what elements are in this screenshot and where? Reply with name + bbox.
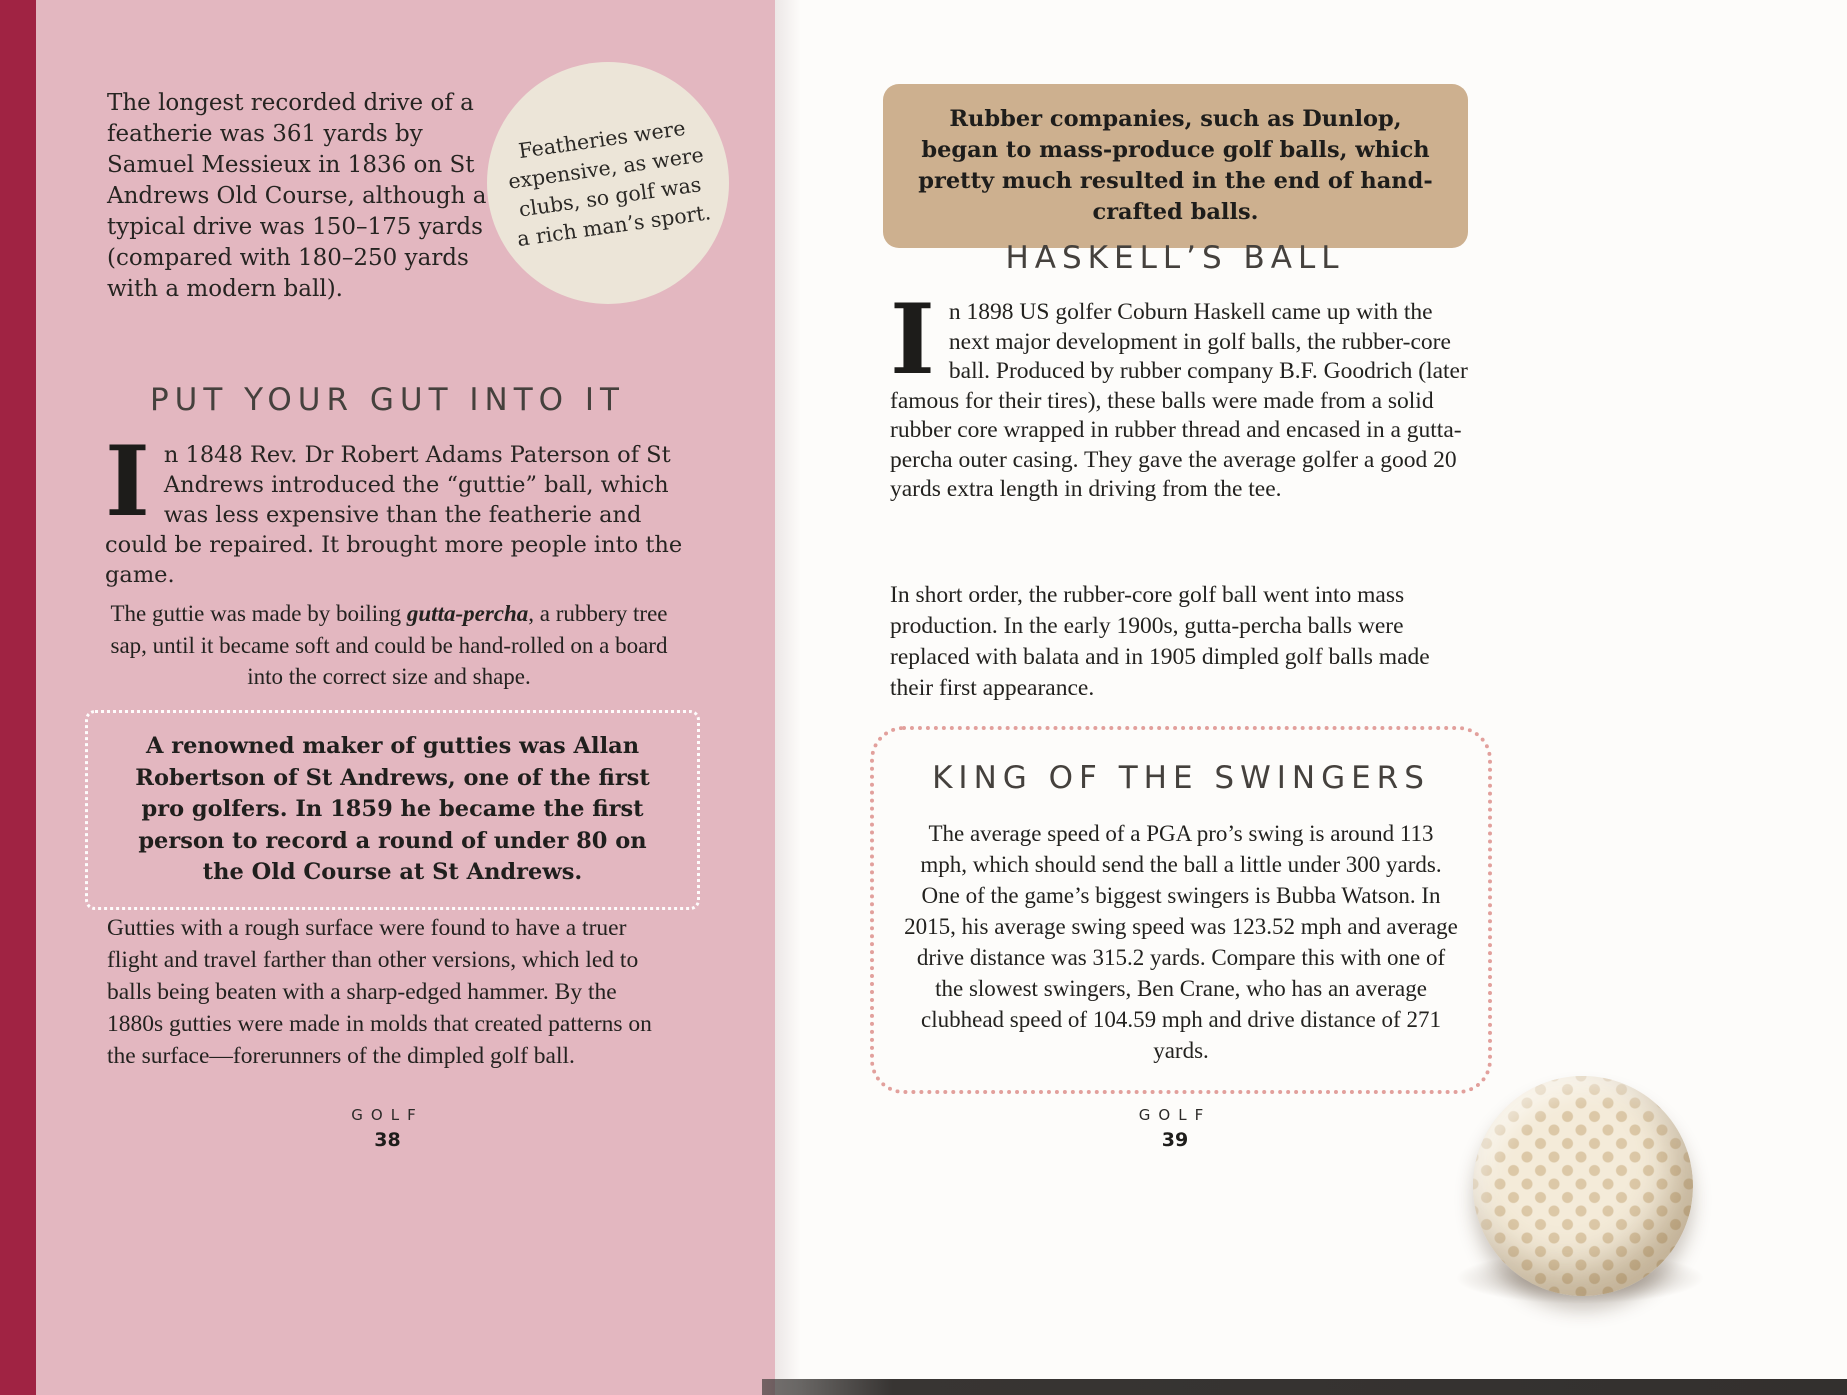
haskell-paragraph <box>890 283 1468 505</box>
longest-drive-paragraph: The longest recorded drive of a featherie was 361 yards by Samuel Messieux in 1836 on St Andrews Old Course, although a typical drive was 150–175 yards (compared with 180–250 yards with a modern ball). <box>107 90 487 302</box>
page-number: 38 <box>374 1129 401 1151</box>
left-page <box>0 0 775 1395</box>
golf-ball-image <box>1473 1076 1693 1296</box>
footer-section-label: GOLF <box>351 1106 424 1124</box>
drop-cap-letter: I <box>890 283 935 396</box>
section-heading-king-of-swingers: KING OF THE SWINGERS <box>932 760 1430 796</box>
guttie-made-post: , a rubbery tree sap, until it became soft and could be hand-rolled on a board into the correct size and shape. <box>110 601 668 689</box>
featheries-circle-note <box>487 62 729 304</box>
section-heading-haskells-ball: HASKELL’S BALL <box>1005 240 1345 276</box>
king-of-swingers-callout <box>870 726 1492 1094</box>
banner-text: Rubber companies, such as Dunlop, began to mass-produce golf balls, which pretty much resulted in the end of hand-crafted balls. <box>918 106 1433 225</box>
rough-surface-paragraph: Gutties with a rough surface were found to have a truer flight and travel farther than other versions, which led to balls being beaten with a sharp-edged hammer. By the 1880s gutties were made in molds that created patterns on the surface—forerunners of the dimpled golf ball. <box>107 915 652 1069</box>
rubber-companies-banner <box>883 84 1468 248</box>
right-page-footer <box>885 1106 1465 1151</box>
section-heading-put-your-gut: PUT YOUR GUT INTO IT <box>149 382 625 418</box>
left-page-footer <box>0 1106 775 1151</box>
guttie-intro-paragraph <box>105 425 687 590</box>
book-spine-edge <box>0 0 36 1395</box>
callout-text: A renowned maker of gutties was Allan Robertson of St Andrews, one of the first pro golfers. In 1859 he became the first person to record a round of under 80 on the Old Course at St Andrews. <box>135 733 650 885</box>
allan-robertson-callout <box>85 710 700 910</box>
gutta-percha-term: gutta-percha <box>406 601 529 626</box>
footer-section-label: GOLF <box>1138 1106 1212 1124</box>
swingers-text: The average speed of a PGA pro’s swing is around 113 mph, which should send the ball a little under 300 yards. One of the game’s biggest swingers is Bubba Watson. In 2015, his average swing speed was 123.52 mph and average drive distance was 315.2 yards. Compare this with one of the slowest swingers, Ben Crane, who has an average clubhead speed of 104.59 mph and drive distance of 271 yards. <box>904 821 1458 1063</box>
haskell-paragraph-text: n 1898 US golfer Coburn Haskell came up with the next major development in golf balls, the rubber-core ball. Produced by rubber company B.F. Goodrich (later famous for their tires), these balls were made from a solid rubber core wrapped in rubber thread and encased in a gutta-percha outer casing. They gave the average golfer a good 20 yards extra length in driving from the tee. <box>890 299 1468 502</box>
guttie-made-pre: The guttie was made by boiling <box>110 601 407 626</box>
page-number: 39 <box>1161 1129 1189 1151</box>
page-bottom-edge <box>762 1379 1847 1395</box>
guttie-intro-text: n 1848 Rev. Dr Robert Adams Paterson of St Andrews introduced the “guttie” ball, which was less expensive than the featherie and could be repaired. It brought more people into the game. <box>105 442 683 588</box>
mass-production-paragraph: In short order, the rubber-core golf ball went into mass production. In the early 1900s, gutta-percha balls were replaced with balata and in 1905 dimpled golf balls made their first appearance. <box>890 582 1430 701</box>
circle-note-text: Featheries were expensive, as were clubs, so golf was a rich man’s sport. <box>506 115 713 252</box>
guttie-made-paragraph <box>100 598 678 693</box>
drop-cap-letter: I <box>105 425 150 538</box>
